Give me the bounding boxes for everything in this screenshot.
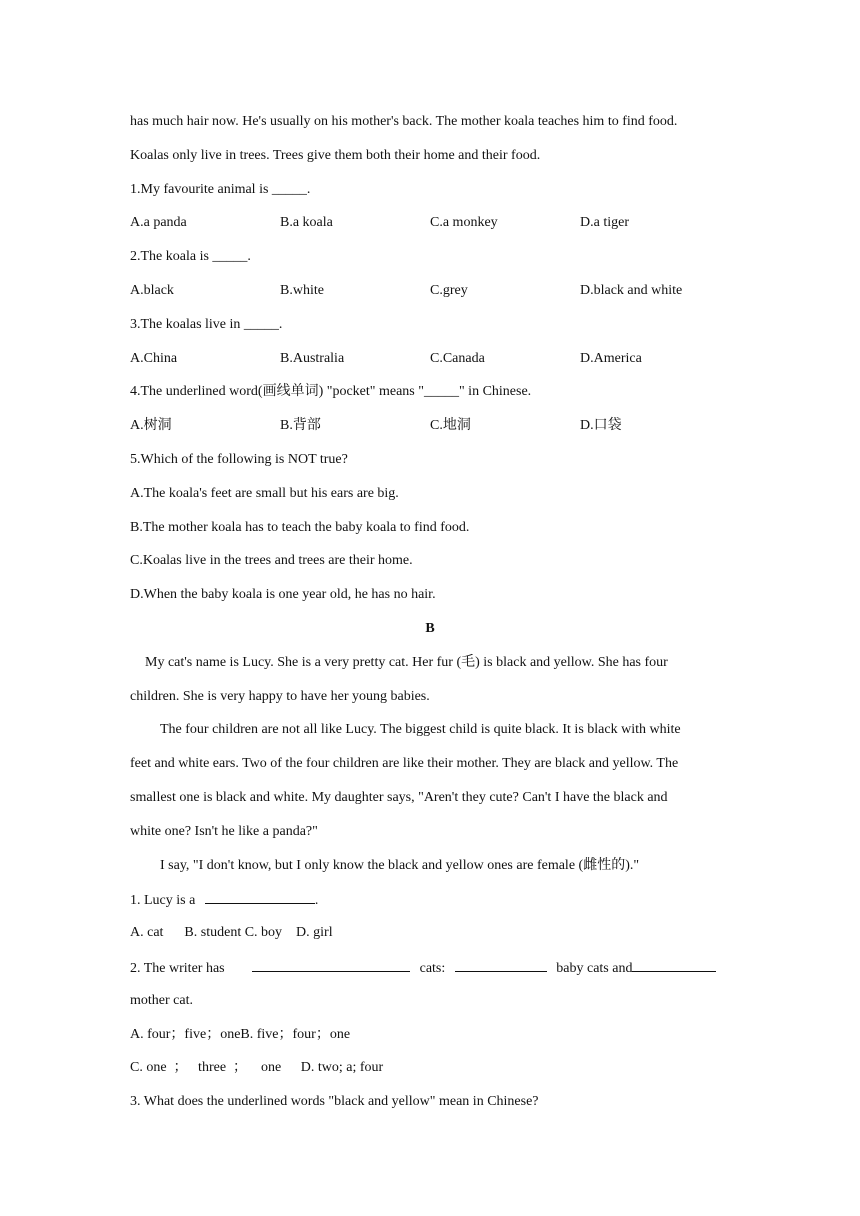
question-stem: 1.My favourite animal is _____. (130, 181, 311, 197)
option-d: D.口袋 (580, 418, 622, 434)
option-b: B.a koala (280, 215, 333, 231)
passage-b-line: white one? Isn't he like a panda?" (130, 823, 318, 839)
question-stem (130, 957, 730, 991)
answer-blank (252, 957, 410, 972)
option-c: C.Canada (430, 350, 485, 366)
question-stem (130, 889, 730, 923)
answer-blank (205, 889, 315, 904)
question-options (130, 281, 730, 315)
passage-b-line: children. She is very happy to have her young babies. (130, 688, 430, 704)
option-a: A.China (130, 350, 178, 366)
question-stem: 5.Which of the following is NOT true? (130, 451, 348, 467)
option-b: B.white (280, 282, 324, 298)
option-c: C.grey (430, 282, 468, 298)
option-a: A.a panda (130, 215, 187, 231)
question-text: baby cats and (556, 960, 633, 976)
question-stem: 3. What does the underlined words "black and yellow" mean in Chinese? (130, 1094, 539, 1110)
passage-b-line: My cat's name is Lucy. She is a very pretty cat. Her fur (毛) is black and yellow. She has four (145, 654, 668, 670)
option-a: A.black (130, 282, 174, 298)
option-c: C. one ； three ； one (130, 1060, 282, 1076)
option-d: D.black and white (580, 282, 683, 298)
passage-b-line: The four children are not all like Lucy. The biggest child is quite black. It is black with white (160, 722, 681, 738)
option-a: A.树洞 (130, 418, 172, 434)
question-stem: 2.The koala is _____. (130, 249, 251, 265)
option-a: A.The koala's feet are small but his ears are big. (130, 485, 399, 501)
passage-b-line: I say, "I don't know, but I only know the black and yellow ones are female (雌性的)." (160, 857, 640, 873)
passage-b-line: smallest one is black and white. My daughter says, "Aren't they cute? Can't I have the black and (130, 789, 668, 805)
option-d: D. two; a; four (300, 1060, 384, 1076)
question-stem-continued: mother cat. (130, 992, 193, 1008)
option-c: C.地洞 (430, 418, 471, 434)
question-text: 2. The writer has (130, 960, 225, 976)
question-options (130, 1058, 730, 1092)
answer-blank (455, 957, 547, 972)
passage-b-line: feet and white ears. Two of the four children are like their mother. They are black and yellow. The (130, 756, 679, 772)
option-b: B.Australia (280, 350, 345, 366)
question-options: A. four；five；oneB. five；four；one (130, 1026, 351, 1042)
question-text: cats: (419, 960, 446, 976)
option-b: B.背部 (280, 418, 321, 434)
question-options: A. cat B. student C. boy D. girl (130, 925, 333, 941)
passage-a-line: Koalas only live in trees. Trees give them both their home and their food. (130, 147, 541, 163)
question-text: 1. Lucy is a (130, 893, 196, 909)
question-stem: 3.The koalas live in _____. (130, 316, 283, 332)
question-options (130, 213, 730, 247)
option-d: D.a tiger (580, 215, 629, 231)
question-text: . (314, 893, 319, 909)
section-heading: B (425, 620, 435, 636)
option-d: D.America (580, 350, 642, 366)
option-c: C.a monkey (430, 215, 498, 231)
question-options (130, 349, 730, 383)
worksheet-page (130, 112, 730, 1126)
question-stem: 4.The underlined word(画线单词) "pocket" means "_____" in Chinese. (130, 384, 532, 400)
question-options (130, 416, 730, 450)
option-c: C.Koalas live in the trees and trees are their home. (130, 553, 413, 569)
option-b: B.The mother koala has to teach the baby koala to find food. (130, 519, 470, 535)
answer-blank (632, 957, 716, 972)
option-d: D.When the baby koala is one year old, he has no hair. (130, 587, 436, 603)
passage-a-line: has much hair now. He's usually on his mother's back. The mother koala teaches him to find food. (130, 114, 678, 129)
